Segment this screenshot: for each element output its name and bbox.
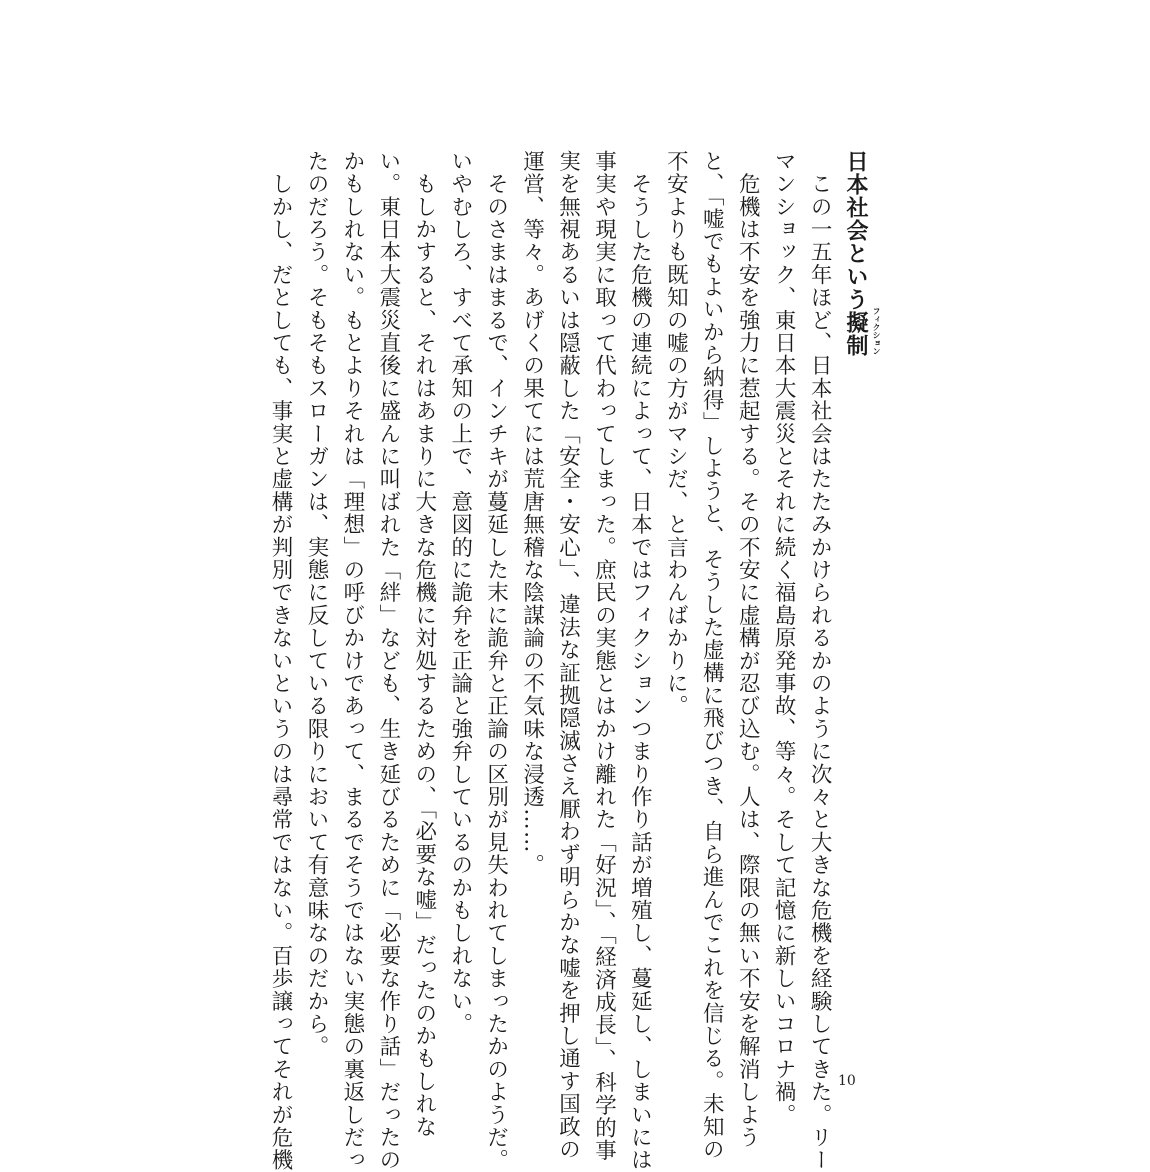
text-column: いやむしろ、すべて承知の上で、意図的に詭弁を正論と強弁しているのかもしれない。 (447, 150, 473, 1036)
text-column: たのだろう。そもそもスローガンは、実態に反している限りにおいて有意味なのだから。 (303, 150, 329, 1058)
text-column: そのさまはまるで、インチキが蔓延した末に詭弁と正論の区別が見失われてしまったかのようだ。 (483, 150, 509, 1172)
text-column: い。東日本大震災直後に盛んに叫ばれた「絆」なども、生き延びるために「必要な作り話」だったの (375, 150, 401, 1172)
page-number: 10 (838, 1073, 856, 1089)
text-column: 危機は不安を強力に惹起する。その不安に虚構が忍び込む。人は、際限の無い不安を解消しよう (735, 150, 761, 1149)
heading-text: 日本社会という (843, 150, 868, 311)
text-column: もしかすると、それはあまりに大きな危機に対処するための、「必要な嘘」だったのかもしれな (411, 150, 437, 1139)
text-column: この一五年ほど、日本社会はたたみかけられるかのように次々と大きな危機を経験してきた。リー (807, 150, 833, 1172)
text-column: 運営、等々。あげくの果てには荒唐無稽な陰謀論の不気味な浸透……。 (519, 150, 545, 877)
heading-ruby-annotation: フィクション (872, 307, 881, 355)
text-column: かもしれない。もとよりそれは「理想」の呼びかけであって、まるでそうではない実態の裏返しだっ (339, 150, 365, 1172)
section-heading (843, 150, 881, 1050)
text-column: そうした危機の連続によって、日本ではフィクションつまり作り話が増殖し、蔓延し、しまいには (627, 150, 653, 1172)
text-column: 不安よりも既知の嘘の方がマシだ、と言わんばかりに。 (663, 150, 689, 718)
heading-ruby-word (843, 307, 881, 357)
heading-ruby-base: 擬制 (843, 311, 868, 357)
text-column: 実を無視あるいは隠蔽した「安全・安心」、違法な証拠隠滅さえ厭わず明らかな嘘を押し通す国政の (555, 150, 581, 1161)
text-column: と、「嘘でもよいから納得」しようと、そうした虚構に飛びつき、自ら進んでこれを信じる。未知の (699, 150, 725, 1161)
text-column: マンショック、東日本大震災とそれに続く福島原発事故、等々。そして記憶に新しいコロナ禍。 (771, 150, 797, 1127)
text-column: 事実や現実に取って代わってしまった。庶民の実態とはかけ離れた「好況」、「経済成長」、科学的事 (591, 150, 617, 1162)
text-column: しかし、だとしても、事実と虚構が判別できないというのは尋常ではない。百歩譲ってそれが危機 (268, 150, 293, 1172)
